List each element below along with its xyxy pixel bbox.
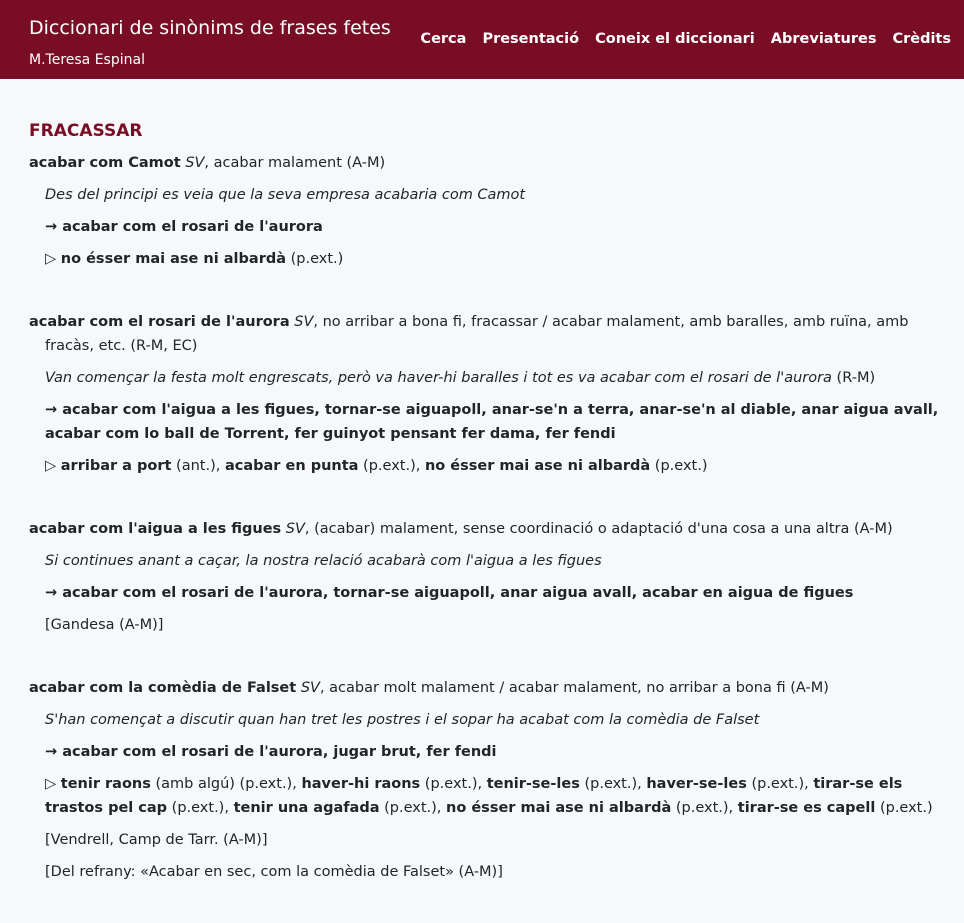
entry-term: acabar com la comèdia de Falset xyxy=(29,680,297,696)
page-heading: FRACASSAR xyxy=(29,121,143,141)
entry-definition xyxy=(29,517,959,541)
entry-category: SV xyxy=(185,155,205,171)
nav-coneix-diccionari[interactable]: Coneix el diccionari xyxy=(595,31,755,47)
entry xyxy=(29,517,959,637)
nav-cerca[interactable]: Cerca xyxy=(420,31,467,47)
entry-definition xyxy=(29,310,959,358)
synonyms-text[interactable]: → acabar com el rosari de l'aurora xyxy=(45,219,323,235)
related-link[interactable]: arribar a port xyxy=(60,458,172,474)
entry-category: SV xyxy=(285,521,305,537)
synonyms-text[interactable]: → acabar com l'aigua a les figues, tornar-se aiguapoll, anar-se'n a terra, anar-se'n al diable, anar aigua avall, acabar com lo ball de Torrent, fer guinyot pensant fer dama, fer fendi xyxy=(45,402,939,442)
main-nav xyxy=(420,31,951,47)
synonyms-text[interactable]: → acabar com el rosari de l'aurora, tornar-se aiguapoll, anar aigua avall, acabar en aigua de figues xyxy=(45,585,854,601)
related-link[interactable]: tenir-se-les xyxy=(486,776,580,792)
entry-synonyms xyxy=(29,398,959,446)
example-text: Des del principi es veia que la seva empresa acabaria com Camot xyxy=(45,187,526,203)
related-link[interactable]: haver-se-les xyxy=(646,776,747,792)
site-title[interactable]: Diccionari de sinònims de frases fetes xyxy=(29,17,391,39)
entry-def: , acabar molt malament / acabar malament, no arribar a bona fi (A-M) xyxy=(319,680,829,696)
entry-related: ▷ no ésser mai ase ni albardà (p.ext.) xyxy=(45,251,344,267)
related-link[interactable]: acabar en punta xyxy=(224,458,359,474)
site-author: M.Teresa Espinal xyxy=(29,52,145,68)
example-text: S'han començat a discutir quan han tret les postres i el sopar ha acabat com la comèdia de Falset xyxy=(45,712,760,728)
entry-note: [Vendrell, Camp de Tarr. (A-M)] xyxy=(45,832,268,848)
entry-category: SV xyxy=(294,314,314,330)
entry-definition xyxy=(29,676,959,700)
entry xyxy=(29,151,959,271)
example-source: (R-M) xyxy=(831,370,876,386)
nav-credits[interactable]: Crèdits xyxy=(892,31,951,47)
main-content xyxy=(29,121,959,923)
entry xyxy=(29,676,959,884)
entry-category: SV xyxy=(300,680,320,696)
entry-synonyms xyxy=(29,740,959,764)
example-text: Van començar la festa molt engrescats, però va haver-hi baralles i tot es va acabar com el rosari de l'aurora xyxy=(45,370,832,386)
entry-example xyxy=(29,183,959,207)
nav-presentacio[interactable]: Presentació xyxy=(482,31,580,47)
entry-def: , acabar malament (A-M) xyxy=(204,155,386,171)
related-link[interactable]: no ésser mai ase ni albardà xyxy=(424,458,651,474)
entry-term: acabar com el rosari de l'aurora xyxy=(29,314,290,330)
entry-related: ▷ arribar a port (ant.), acabar en punta (p.ext.), no ésser mai ase ni albardà (p.ext.) xyxy=(45,458,708,474)
example-text: Si continues anant a caçar, la nostra relació acabarà com l'aigua a les figues xyxy=(45,553,602,569)
entry xyxy=(29,310,959,478)
entry-example xyxy=(29,366,959,390)
entry-def: , no arribar a bona fi, fracassar / acabar malament, amb baralles, amb ruïna, amb fracàs, etc. (R-M, EC) xyxy=(45,314,909,354)
related-link[interactable]: tenir una agafada xyxy=(233,800,380,816)
related-link[interactable]: tirar-se els trastos pel cap xyxy=(45,776,903,816)
entry-note: [Del refrany: «Acabar en sec, com la comèdia de Falset» (A-M)] xyxy=(45,864,503,880)
related-link[interactable]: tirar-se es capell xyxy=(737,800,876,816)
entry-example xyxy=(29,708,959,732)
entry-synonyms xyxy=(29,215,959,239)
entry-example xyxy=(29,549,959,573)
entry-term: acabar com Camot xyxy=(29,155,181,171)
synonyms-text[interactable]: → acabar com el rosari de l'aurora, jugar brut, fer fendi xyxy=(45,744,497,760)
related-link[interactable]: tenir raons xyxy=(60,776,151,792)
nav-abreviatures[interactable]: Abreviatures xyxy=(770,31,877,47)
related-link[interactable]: haver-hi raons xyxy=(301,776,421,792)
entry-related: ▷ tenir raons (amb algú) (p.ext.), haver-hi raons (p.ext.), tenir-se-les (p.ext.), haver-se-les (p.ext.), tirar-se els trastos pel cap (p.ext.), tenir una agafada (p.ext.), no ésser mai ase ni albardà (p.ext.), tirar-se es capell (p.ext.) xyxy=(45,776,933,816)
related-link[interactable]: no ésser mai ase ni albardà xyxy=(60,251,287,267)
entry-def: , (acabar) malament, sense coordinació o adaptació d'una cosa a una altra (A-M) xyxy=(304,521,893,537)
site-header xyxy=(0,0,964,79)
entry-note: [Gandesa (A-M)] xyxy=(45,617,164,633)
entry-synonyms xyxy=(29,581,959,605)
related-link[interactable]: no ésser mai ase ni albardà xyxy=(446,800,672,816)
entry-term: acabar com l'aigua a les figues xyxy=(29,521,282,537)
entry-definition xyxy=(29,151,959,175)
